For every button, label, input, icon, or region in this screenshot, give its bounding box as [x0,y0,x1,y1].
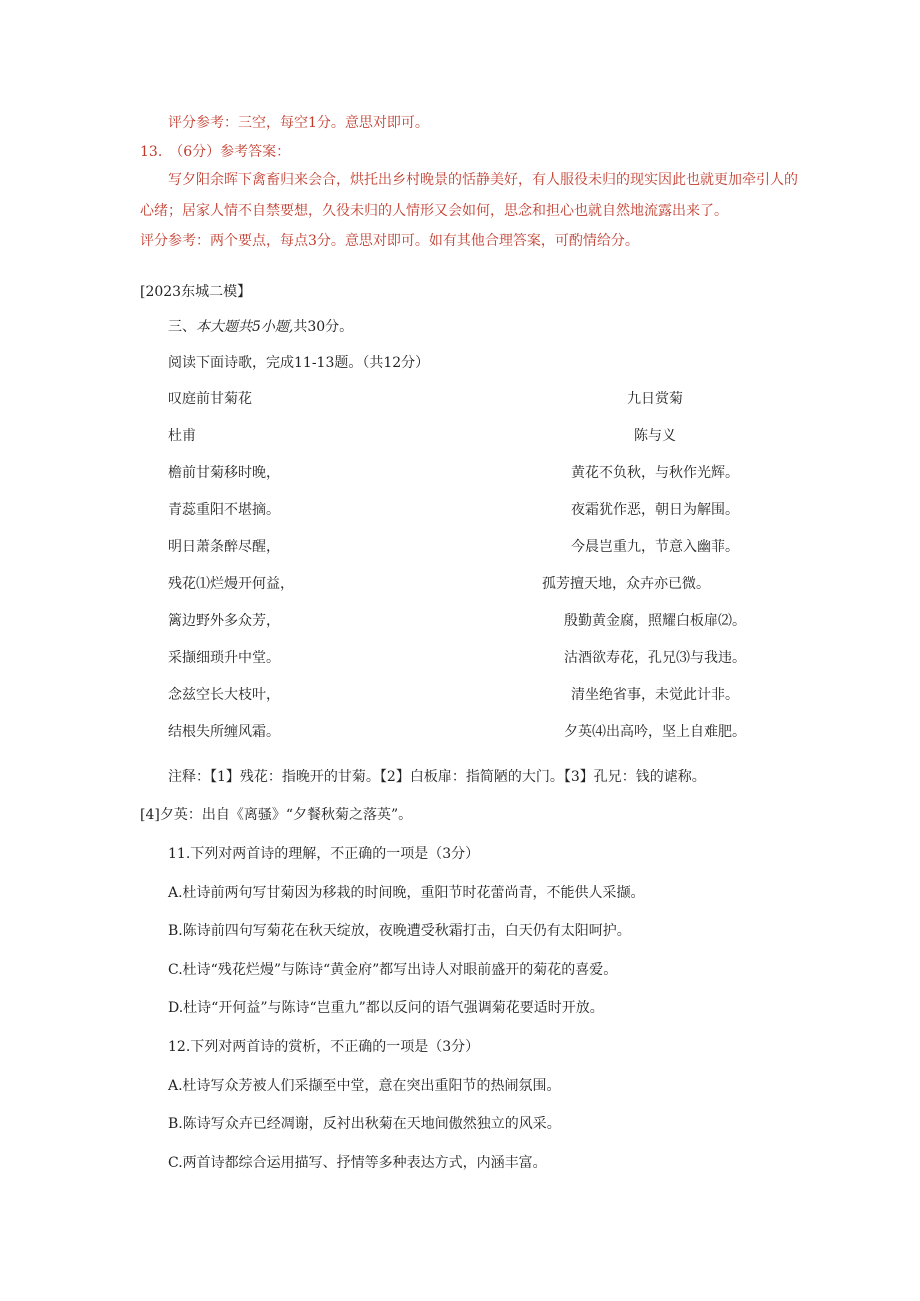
poem-right-line: 殷勤黄金腐，照耀白板扉⑵。 [564,613,746,629]
section-heading-suffix: 共30分。 [293,319,354,335]
q12-option-b: B.陈诗写众卉已经凋谢，反衬出秋菊在天地间傲然独立的风采。 [168,1116,561,1132]
q12-stem: 12.下列对两首诗的赏析，不正确的一项是（3分） [168,1039,480,1055]
q11-option-c: C.杜诗“残花烂熳”与陈诗“黄金府”都写出诗人对眼前盛开的菊花的喜爱。 [168,962,618,978]
poem-left-line: 明日萧条醉尽醒， [168,539,280,555]
q11-option-a: A.杜诗前两句写甘菊因为移栽的时间晚，重阳节时花蕾尚青，不能供人采撷。 [168,885,645,901]
notes-line-1: 注释：【1】残花：指晚开的甘菊。【2】白板扉：指简陋的大门。【3】孔兄：钱的谑称。 [168,769,706,785]
q13-scoring: 评分参考：两个要点，每点3分。意思对即可。如有其他合理答案，可酌情给分。 [140,233,639,249]
poem-left-line: 残花⑴烂熳开何益， [168,576,294,592]
poem-right-line: 夜霜犹作恶，朝日为解围。 [571,502,739,518]
poem-right-author: 陈与义 [634,428,676,444]
poem-left-line: 采撷细琐升中堂。 [168,650,280,666]
poem-left-line: 檐前甘菊移时晚， [168,465,280,481]
q11-option-d: D.杜诗“开何益”与陈诗“岂重九”都以反问的语气强调菊花要适时开放。 [168,1000,604,1016]
poem-left [168,390,468,760]
q11-stem: 11.下列对两首诗的理解，不正确的一项是（3分） [168,846,480,862]
poem-right-line: 清坐绝省事，未觉此计非。 [571,687,739,703]
poem-right-title: 九日赏菊 [627,391,683,407]
q12-option-a: A.杜诗写众芳被人们采撷至中堂，意在突出重阳节的热闹氛围。 [168,1078,561,1094]
poem-right-line: 夕英⑷出高吟，坚上自难肥。 [564,724,746,740]
q13-header: 13. （6分）参考答案： [140,144,291,160]
scoring-note-q12: 评分参考：三空，每空1分。意思对即可。 [168,115,429,131]
poem-left-author: 杜甫 [168,428,196,444]
poem-left-line: 篱边野外多众芳， [168,613,280,629]
section-heading-prefix: 三、 [168,319,196,335]
section-source: [2023东城二模】 [140,284,252,300]
poem-right-line: 黄花不负秋，与秋作光辉。 [571,465,739,481]
poem-right-line: 孤芳擅天地，众卉亦已微。 [542,576,710,592]
section-heading-italic: 本大题共5小题, [196,319,294,335]
poem-right-line: 今晨岂重九，节意入幽菲。 [571,539,739,555]
poem-left-line: 结根失所缠风霜。 [168,724,280,740]
poem-right [500,390,810,742]
instruction: 阅读下面诗歌，完成11-13题。（共12分） [168,355,430,371]
q12-option-c: C.两首诗都综合运用描写、抒情等多种表达方式，内涵丰富。 [168,1155,547,1171]
poem-left-line: 青蕊重阳不堪摘。 [168,502,280,518]
poem-left-line: 念兹空长大枝叶， [168,687,280,703]
notes-line-2: [4]夕英：出自《离骚》“夕餐秋菊之落英”。 [140,807,413,823]
poem-right-line: 沽酒欲寿花，孔兄⑶与我违。 [564,650,746,666]
section-heading [168,318,353,336]
poem-left-title: 叹庭前甘菊花 [168,391,252,407]
q11-option-b: B.陈诗前四句写菊花在秋天绽放，夜晚遭受秋霜打击，白天仍有太阳呵护。 [168,923,631,939]
q13-answer: 写夕阳余晖下禽畜归来会合，烘托出乡村晚景的恬静美好，有人服役未归的现实因此也就更加牵引人的心绪；居家人情不自禁要想，久役未归的人情形又会如何，思念和担心也就自然地流露出来了。 [140,172,798,219]
